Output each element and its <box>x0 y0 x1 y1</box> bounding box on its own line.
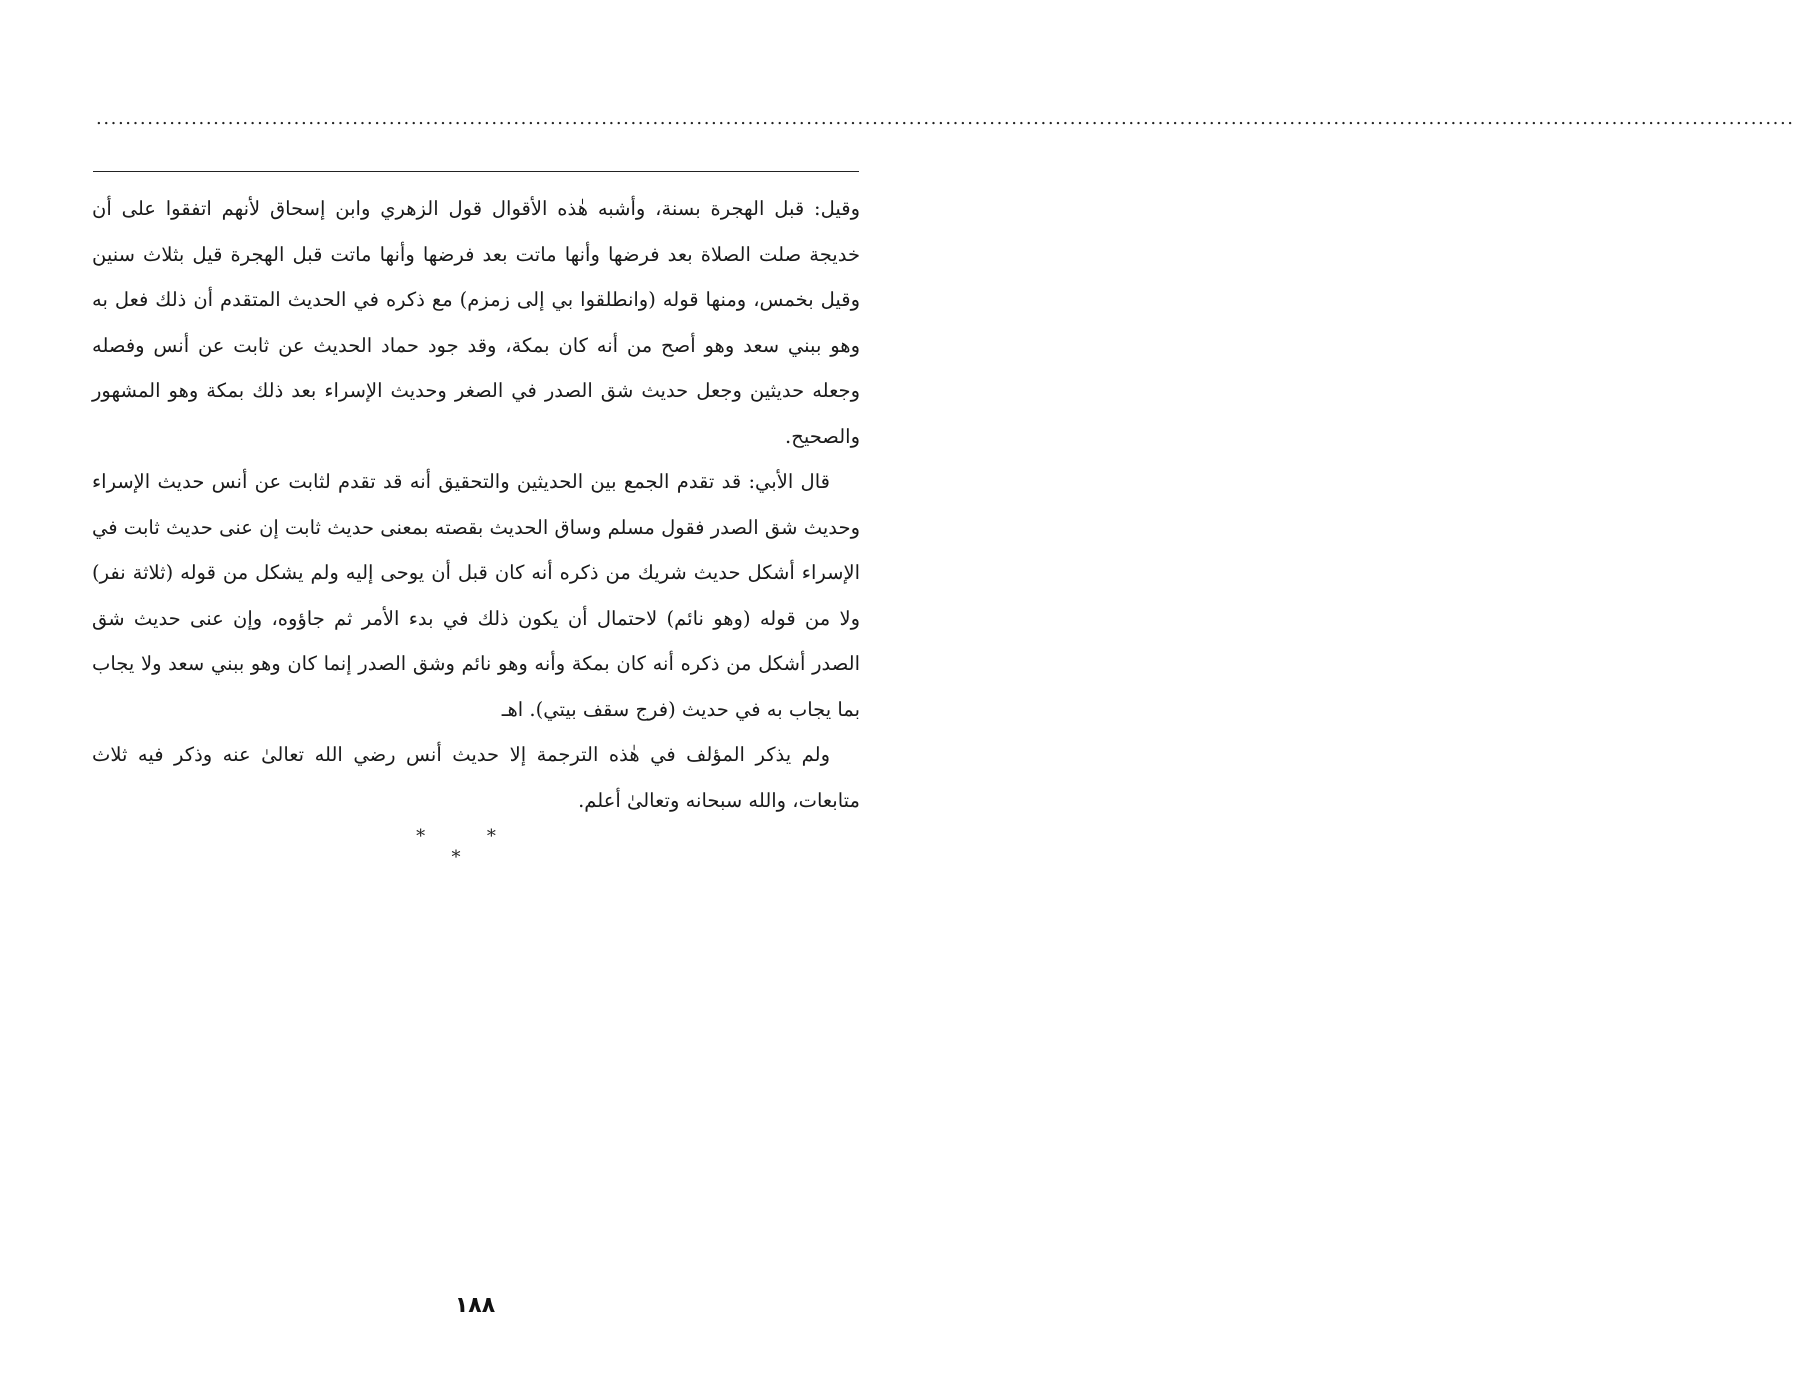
paragraph-2: قال الأبي: قد تقدم الجمع بين الحديثين والتحقيق أنه قد تقدم لثابت عن أنس حديث الإسراء وحديث شق الصدر فقول مسلم وساق الحديث بقصته بمعنى حديث ثابت إن عنى حديث ثابت في الإسراء أشكل حديث شريك من ذكره أنه كان قبل أن يوحى إليه ولم يشكل من قوله (ثلاثة نفر) ولا من قوله (وهو نائم) لاحتمال أن يكون ذلك في بدء الأمر ثم جاؤوه، وإن عنى حديث شق الصدر أشكل من ذكره أنه كان بمكة وأنه وهو نائم وشق الصدر إنما كان وهو ببني سعد ولا يجاب بما يجاب به في حديث (فرج سقف بيتي). اهـ <box>92 470 860 721</box>
section-separator-stars: * * * <box>416 826 524 868</box>
header-rule <box>93 171 859 172</box>
page-number: ١٨٨ <box>454 1293 496 1318</box>
main-text-block <box>92 186 860 823</box>
header-dotted-line: ........................................................................................................................................................................................................................................ <box>96 108 1795 129</box>
paragraph-3: ولم يذكر المؤلف في هٰذه الترجمة إلا حديث أنس رضي الله تعالىٰ عنه وذكر فيه ثلاث متابعات، والله سبحانه وتعالىٰ أعلم. <box>92 743 860 812</box>
paragraph-1: وقيل: قبل الهجرة بسنة، وأشبه هٰذه الأقوال قول الزهري وابن إسحاق لأنهم اتفقوا على أن خديجة صلت الصلاة بعد فرضها وأنها ماتت بعد فرضها وأنها ماتت قبل الهجرة قيل بثلاث سنين وقيل بخمس، ومنها قوله (وانطلقوا بي إلى زمزم) مع ذكره في الحديث المتقدم أن ذلك فعل به وهو ببني سعد وهو أصح من أنه كان بمكة، وقد جود حماد الحديث عن ثابت عن أنس وفصله وجعله حديثين وجعل حديث شق الصدر في الصغر وحديث الإسراء بعد ذلك بمكة وهو المشهور والصحيح. <box>92 197 860 448</box>
